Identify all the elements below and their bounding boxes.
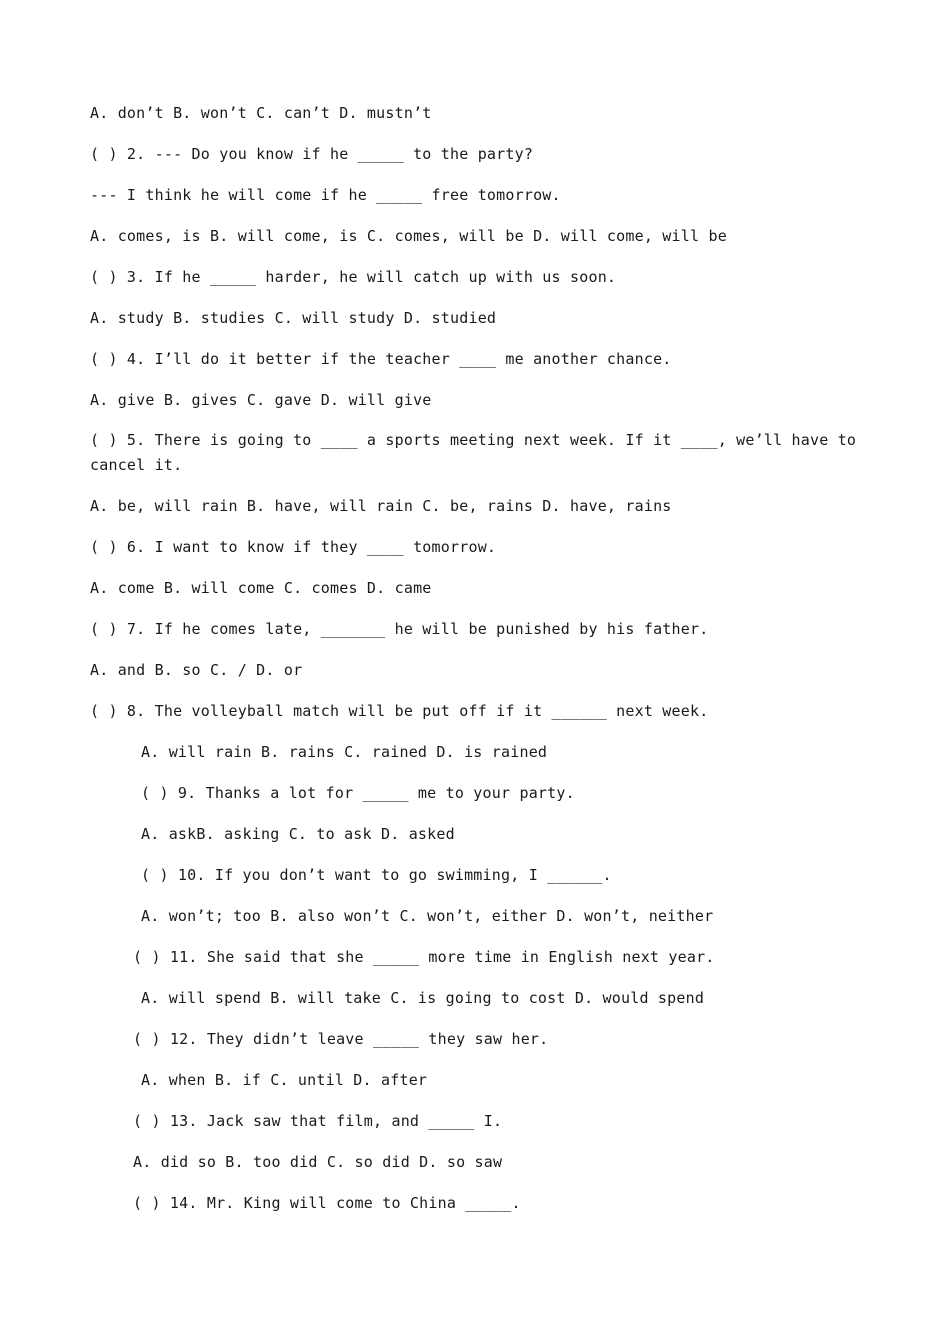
answer-options-q13: A. did so B. too did C. so did D. so saw [133, 1153, 503, 1171]
question-4: ( ) 4. I’ll do it better if the teacher ____ me another chance. [90, 350, 672, 368]
answer-options-q9: A. askB. asking C. to ask D. asked [141, 825, 455, 843]
question-5: ( ) 5. There is going to ____ a sports meeting next week. If it ____, we’ll have to cancel it. [90, 431, 866, 474]
question-7: ( ) 7. If he comes late, _______ he will be punished by his father. [90, 620, 709, 638]
question-11: ( ) 11. She said that she _____ more time in English next year. [133, 948, 715, 966]
question-8: ( ) 8. The volleyball match will be put off if it ______ next week. [90, 702, 709, 720]
question-9: ( ) 9. Thanks a lot for _____ me to your party. [141, 784, 575, 802]
answer-options-q1: A. don’t B. won’t C. can’t D. mustn’t [90, 104, 432, 122]
answer-options-q12: A. when B. if C. until D. after [141, 1071, 428, 1089]
answer-options-q8: A. will rain B. rains C. rained D. is rained [141, 743, 548, 761]
answer-options-q5: A. be, will rain B. have, will rain C. be, rains D. have, rains [90, 497, 672, 515]
answer-options-q3: A. study B. studies C. will study D. studied [90, 309, 497, 327]
question-14: ( ) 14. Mr. King will come to China _____. [133, 1194, 521, 1212]
question-12: ( ) 12. They didn’t leave _____ they saw her. [133, 1030, 549, 1048]
answer-options-q2: A. comes, is B. will come, is C. comes, will be D. will come, will be [90, 227, 727, 245]
question-6: ( ) 6. I want to know if they ____ tomorrow. [90, 538, 497, 556]
answer-options-q6: A. come B. will come C. comes D. came [90, 579, 432, 597]
answer-options-q4: A. give B. gives C. gave D. will give [90, 391, 432, 409]
question-13: ( ) 13. Jack saw that film, and _____ I. [133, 1112, 503, 1130]
answer-options-q7: A. and B. so C. / D. or [90, 661, 303, 679]
question-10: ( ) 10. If you don’t want to go swimming, I ______. [141, 866, 612, 884]
question-2-reply: --- I think he will come if he _____ free tomorrow. [90, 186, 561, 204]
answer-options-q11: A. will spend B. will take C. is going to cost D. would spend [141, 989, 705, 1007]
question-3: ( ) 3. If he _____ harder, he will catch up with us soon. [90, 268, 617, 286]
answer-options-q10: A. won’t; too B. also won’t C. won’t, either D. won’t, neither [141, 907, 714, 925]
question-2: ( ) 2. --- Do you know if he _____ to the party? [90, 145, 534, 163]
